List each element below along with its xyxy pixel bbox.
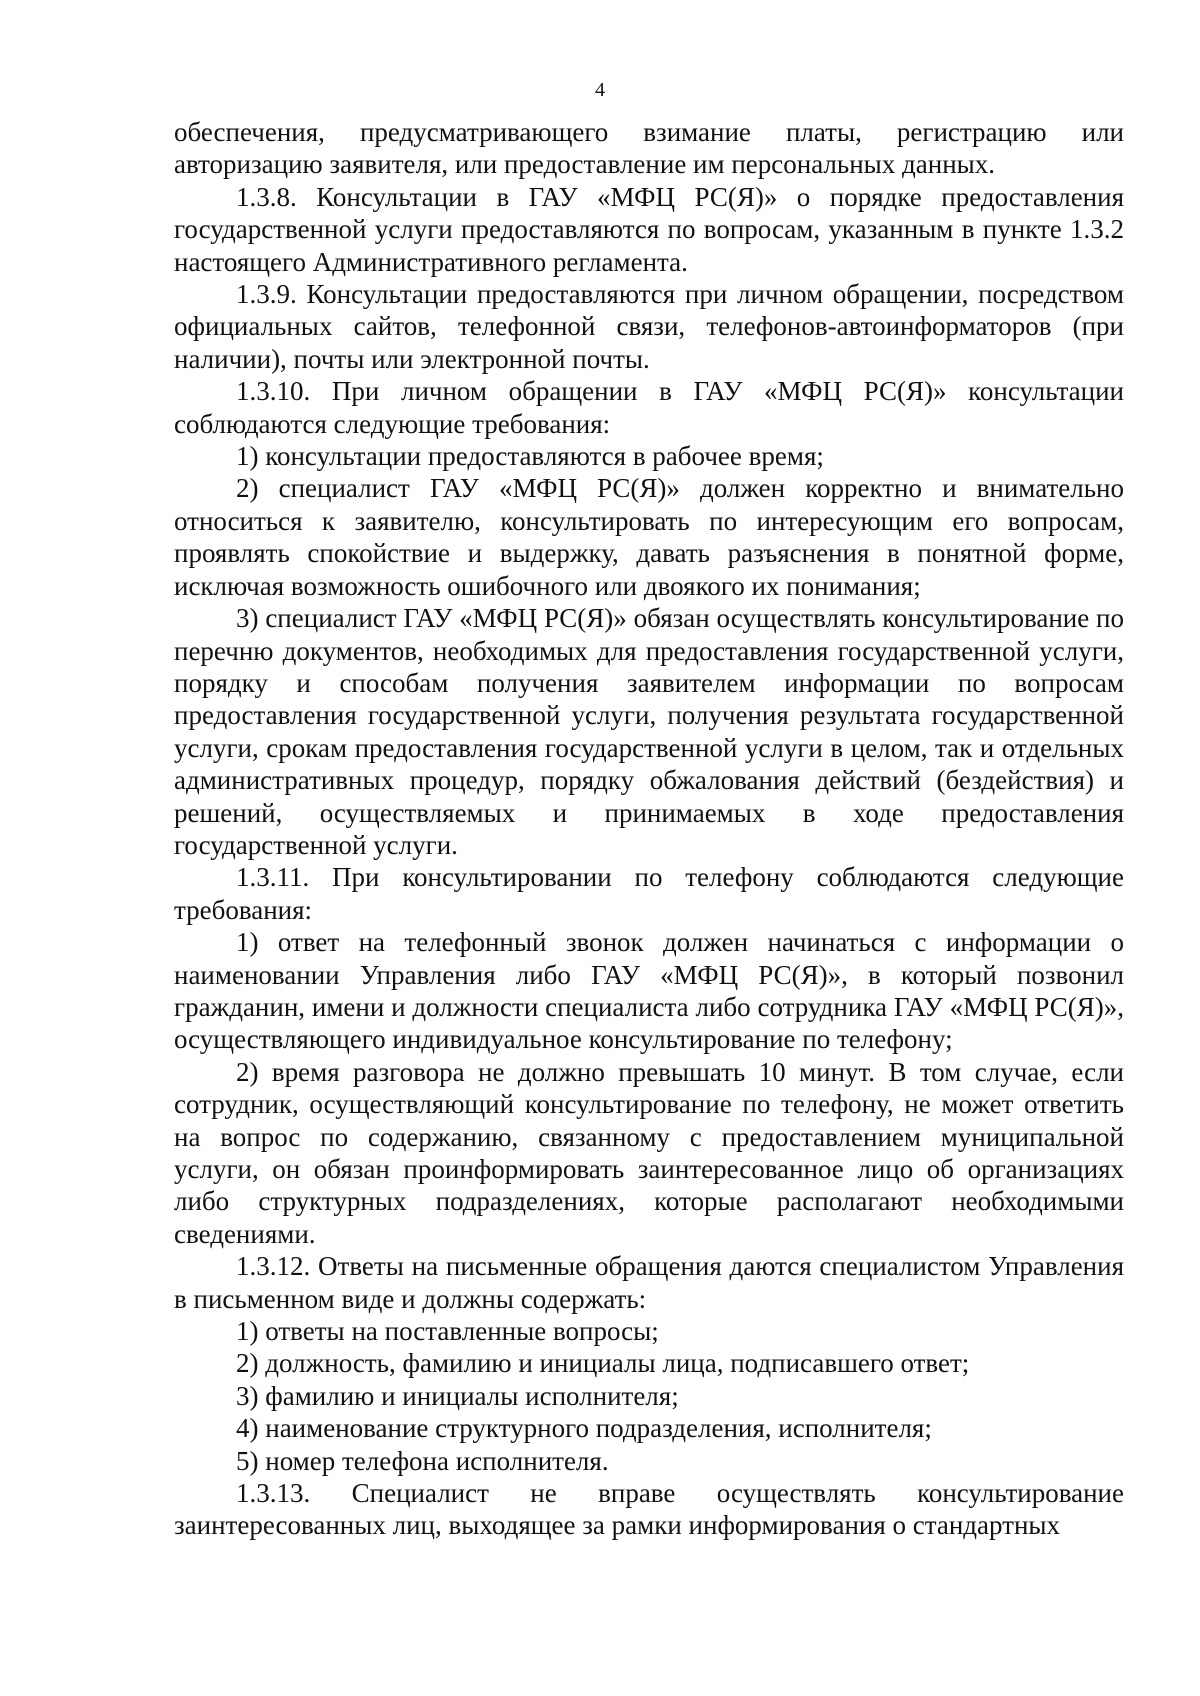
paragraph: 1.3.9. Консультации предоставляются при личном обращении, посредством официальных сайтов, телефонной связи, телефонов-автоинформаторов (при наличии), почты или электронной почты. bbox=[174, 279, 1124, 374]
paragraph: 2) должность, фамилию и инициалы лица, подписавшего ответ; bbox=[236, 1348, 970, 1379]
paragraph: 4) наименование структурного подразделения, исполнителя; bbox=[236, 1413, 932, 1444]
paragraph: 2) специалист ГАУ «МФЦ РС(Я)» должен корректно и внимательно относиться к заявителю, консультировать по интересующим его вопросам, проявлять спокойствие и выдержку, давать разъяснения в понятной форме, исключая возможность ошибочного или двоякого их понимания; bbox=[174, 473, 1124, 601]
paragraph: 1.3.11. При консультировании по телефону соблюдаются следующие требования: bbox=[174, 862, 1124, 925]
paragraph: 1.3.13. Специалист не вправе осуществлять консультирование заинтересованных лиц, выходящее за рамки информирования о стандартных bbox=[174, 1478, 1124, 1541]
paragraph: 3) фамилию и инициалы исполнителя; bbox=[236, 1380, 679, 1411]
paragraph: 1.3.12. Ответы на письменные обращения даются специалистом Управления в письменном виде и должны содержать: bbox=[174, 1251, 1124, 1314]
paragraph: 1.3.10. При личном обращении в ГАУ «МФЦ РС(Я)» консультации соблюдаются следующие требования: bbox=[174, 376, 1124, 439]
paragraph: 3) специалист ГАУ «МФЦ РС(Я)» обязан осуществлять консультирование по перечню документов, необходимых для предоставления государственной услуги, порядку и способам получения заявителем информации по вопросам предоставления государственной услуги, получения результата государственной услуги, срокам предоставления государственной услуги в целом, так и отдельных административных процедур, порядку обжалования действий (бездействия) и решений, осуществляемых и принимаемых в ходе предоставления государственной услуги. bbox=[174, 603, 1124, 860]
document-body bbox=[174, 116, 1124, 1542]
paragraph: 2) время разговора не должно превышать 10 минут. В том случае, если сотрудник, осуществляющий консультирование по телефону, не может ответить на вопрос по содержанию, связанному с предоставлением муниципальной услуги, он обязан проинформировать заинтересованное лицо об организациях либо структурных подразделениях, которые располагают необходимыми сведениями. bbox=[174, 1056, 1124, 1249]
paragraph: 1) ответы на поставленные вопросы; bbox=[236, 1316, 659, 1347]
page-number: 4 bbox=[595, 79, 605, 101]
paragraph: обеспечения, предусматривающего взимание платы, регистрацию или авторизацию заявителя, или предоставление им персональных данных. bbox=[174, 117, 1124, 180]
paragraph: 1.3.8. Консультации в ГАУ «МФЦ РС(Я)» о порядке предоставления государственной услуги предоставляются по вопросам, указанным в пункте 1.3.2 настоящего Административного регламента. bbox=[174, 181, 1124, 277]
paragraph: 1) консультации предоставляются в рабочее время; bbox=[236, 441, 824, 472]
paragraph: 5) номер телефона исполнителя. bbox=[236, 1445, 609, 1476]
paragraph: 1) ответ на телефонный звонок должен начинаться с информации о наименовании Управления либо ГАУ «МФЦ РС(Я)», в который позвонил гражданин, имени и должности специалиста либо сотрудника ГАУ «МФЦ РС(Я)», осуществляющего индивидуальное консультирование по телефону; bbox=[174, 927, 1124, 1055]
